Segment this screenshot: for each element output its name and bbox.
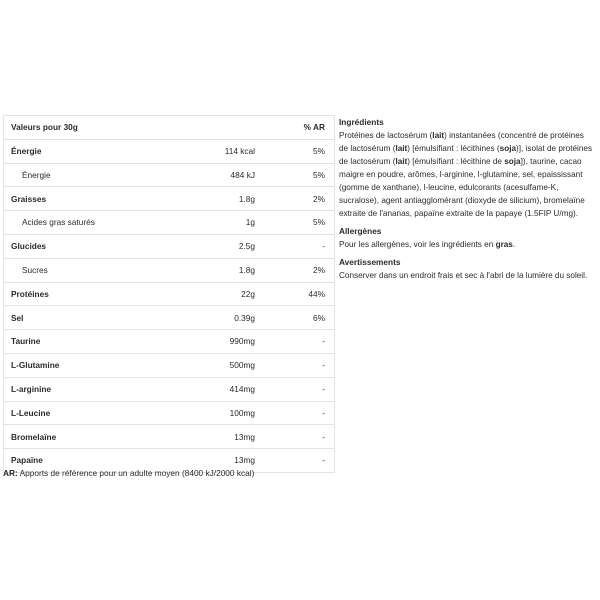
table-row [4, 330, 335, 354]
allergen-highlight: lait [395, 157, 408, 166]
nutrient-amount: 0.39g [171, 306, 255, 330]
allergen-highlight: lait [395, 144, 408, 153]
warnings-text: Conserver dans un endroit frais et sec à l'abri de la lumière du soleil. [339, 271, 588, 280]
nutrient-ar: 5% [255, 211, 335, 235]
nutrient-name: Sel [4, 306, 172, 330]
nutrient-name: Graisses [4, 187, 172, 211]
nutrient-name: L-Leucine [4, 401, 172, 425]
header-name: Valeurs pour 30g [4, 116, 172, 140]
footnote [3, 468, 254, 478]
text-fragment: )], isolat de protéines de lactosérum ( [339, 144, 593, 166]
nutrient-name: Glucides [4, 234, 172, 258]
nutrient-amount: 1.8g [171, 187, 255, 211]
nutrient-ar: - [255, 449, 335, 473]
nutrient-ar: 5% [255, 139, 335, 163]
text-fragment: . [512, 240, 516, 249]
nutrient-ar: - [255, 330, 335, 354]
allergen-highlight: soja [504, 157, 521, 166]
warnings-title: Avertissements [339, 257, 401, 267]
table-row [4, 353, 335, 377]
nutrient-ar: - [255, 353, 335, 377]
nutrient-name: Énergie [4, 163, 172, 187]
nutrient-amount: 500mg [171, 353, 255, 377]
nutrient-name: Énergie [4, 139, 172, 163]
nutrition-table-body [4, 139, 335, 472]
text-fragment: ) instantanées (concentré de protéines de lactosérum ( [339, 131, 584, 153]
nutrient-ar: 2% [255, 258, 335, 282]
allergen-highlight: gras [495, 240, 513, 249]
table-row [4, 306, 335, 330]
nutrient-amount: 1g [171, 211, 255, 235]
header-ar: % AR [255, 116, 335, 140]
nutrient-name: Papaïne [4, 449, 172, 473]
table-row [4, 163, 335, 187]
ingredients-text [339, 129, 595, 220]
product-info [339, 116, 595, 287]
text-fragment: ) [émulsifiant : lécithine de [407, 157, 505, 166]
nutrient-amount: 22g [171, 282, 255, 306]
nutrient-name: Sucres [4, 258, 172, 282]
nutrient-amount: 414mg [171, 377, 255, 401]
table-row [4, 282, 335, 306]
nutrient-amount: 2.5g [171, 234, 255, 258]
nutrient-amount: 100mg [171, 401, 255, 425]
footnote-text: Apports de référence pour un adulte moyen (8400 kJ/2000 kcal) [17, 468, 255, 478]
table-row [4, 425, 335, 449]
nutrient-name: Protéines [4, 282, 172, 306]
table-row [4, 258, 335, 282]
nutrient-ar: 2% [255, 187, 335, 211]
footnote-label: AR: [3, 468, 18, 478]
header-amount [171, 116, 255, 140]
nutrient-ar: 6% [255, 306, 335, 330]
allergens-title: Allergènes [339, 226, 382, 236]
nutrient-ar: 44% [255, 282, 335, 306]
table-row [4, 234, 335, 258]
nutrient-ar: - [255, 234, 335, 258]
nutrient-ar: - [255, 401, 335, 425]
table-row [4, 401, 335, 425]
nutrient-amount: 990mg [171, 330, 255, 354]
nutrient-name: L-Glutamine [4, 353, 172, 377]
nutrient-ar: 5% [255, 163, 335, 187]
nutrient-amount: 484 kJ [171, 163, 255, 187]
table-row [4, 211, 335, 235]
table-row [4, 139, 335, 163]
nutrition-table [3, 115, 335, 473]
nutrient-name: Taurine [4, 330, 172, 354]
allergens-text [339, 238, 595, 251]
nutrient-amount: 13mg [171, 425, 255, 449]
nutrient-amount: 1.8g [171, 258, 255, 282]
table-row [4, 377, 335, 401]
text-fragment: Protéines de lactosérum ( [339, 131, 433, 140]
ingredients-title: Ingrédients [339, 117, 384, 127]
text-fragment: ]), taurine, cacao maigre en poudre, arômes, l-arginine, l-glutamine, sel, epaississant (gomme de xanthane), l-leucine, edulcorants (acesulfame-K, sucralose), agent antiagglomérant (dioxyde de silicium), bromelaïne extraite de l'ananas, papaïne extraite de la papaye (1.5FIP U/mg). [339, 157, 585, 218]
allergen-highlight: soja [499, 144, 517, 153]
nutrient-ar: - [255, 425, 335, 449]
nutrient-name: L-arginine [4, 377, 172, 401]
text-fragment: Pour les allergènes, voir les ingrédients en [339, 240, 496, 249]
text-fragment: ) [émulsifiant : lécithines ( [407, 144, 500, 153]
nutrient-amount: 114 kcal [171, 139, 255, 163]
table-row [4, 187, 335, 211]
nutrient-name: Bromelaïne [4, 425, 172, 449]
nutrient-amount: 13mg [171, 449, 255, 473]
nutrition-table-header [4, 116, 335, 140]
nutrient-name: Acides gras saturés [4, 211, 172, 235]
allergen-highlight: lait [432, 131, 445, 140]
nutrient-ar: - [255, 377, 335, 401]
